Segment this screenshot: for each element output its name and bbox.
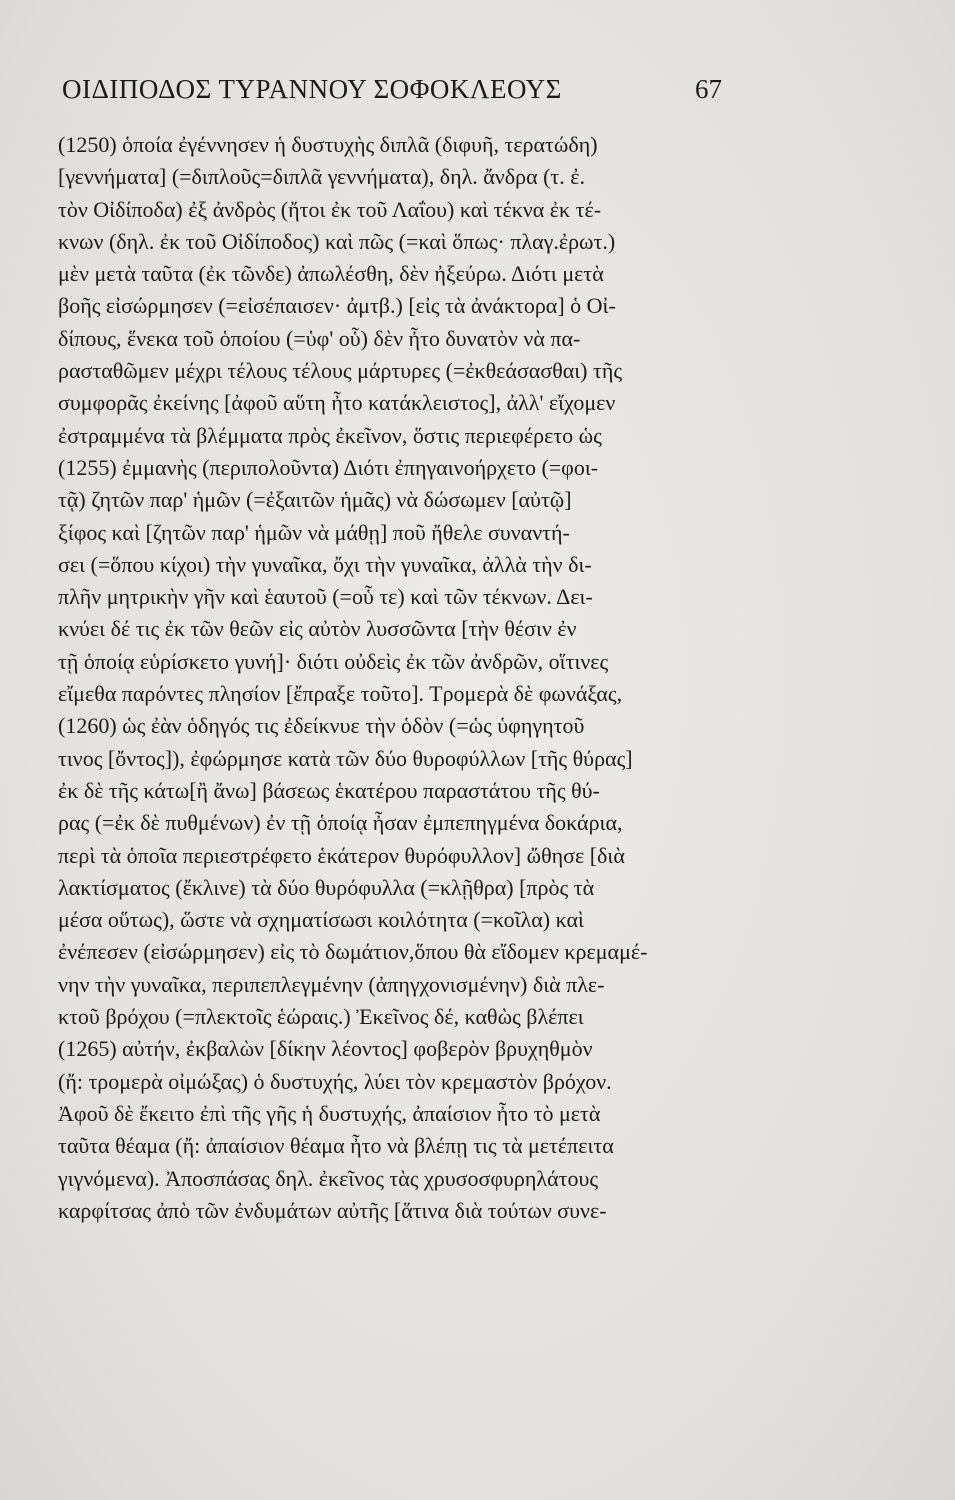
text-line: κνύει δέ τις ἐκ τῶν θεῶν εἰς αὐτὸν λυσσῶντα [τὴν θέσιν ἐν [58,616,577,642]
text-line: μέσα οὕτως), ὥστε νὰ σχηματίσωσι κοιλότητα (=κοῖλα) καὶ [58,907,584,933]
text-line: τῇ ὁποίᾳ εὑρίσκετο γυνή]· διότι οὐδεὶς ἐκ τῶν ἀνδρῶν, οἵτινες [58,648,609,674]
text-line: πλῆν μητρικὴν γῆν καὶ ἑαυτοῦ (=οὗ τε) καὶ τῶν τέκνων. Δει- [58,584,593,610]
text-line: [γεννήματα] (=διπλοῦς=διπλᾶ γεννήματα), δηλ. ἄνδρα (τ. ἐ. [58,164,586,190]
text-line: τινος [ὄντος]), ἐφώρμησε κατὰ τῶν δύο θυροφύλλων [τῆς θύρας] [58,745,633,771]
text-line: συμφορᾶς ἐκείνης [ἀφοῦ αὕτη ἦτο κατάκλειστος], ἀλλ' εἴχομεν [58,390,616,416]
text-line: καρφίτσας ἀπὸ τῶν ἐνδυμάτων αὐτῆς [ἅτινα διὰ τούτων συνε- [58,1197,607,1223]
text-line: σει (=ὅπου κίχοι) τὴν γυναῖκα, ὄχι τὴν γυναῖκα, ἀλλὰ τὴν δι- [58,551,592,577]
text-line: εἴμεθα παρόντες πλησίον [ἔπραξε τοῦτο]. Τρομερὰ δὲ φωνάξας, [58,681,623,707]
text-line: ρασταθῶμεν μέχρι τέλους τέλους μάρτυρες (=ἐκθεάσασθαι) τῆς [58,358,623,384]
body-text [58,129,778,1227]
text-line: βοῆς εἰσώρμησεν (=εἰσέπαισεν· ἀμτβ.) [εἰς τὰ ἀνάκτορα] ὁ Οἰ- [58,293,616,319]
running-title: ΟΙΔΙΠΟΔΟΣ ΤΥΡΑΝΝΟΥ ΣΟΦΟΚΛΕΟΥΣ [62,74,562,104]
text-line: ἐστραμμένα τὰ βλέμματα πρὸς ἐκεῖνον, ὅστις περιεφέρετο ὡς [58,422,602,448]
text-line: ταῦτα θέαμα (ἤ: ἀπαίσιον θέαμα ἦτο νὰ βλέπῃ τις τὰ μετέπειτα [58,1133,614,1159]
text-line: περὶ τὰ ὁποῖα περιεστρέφετο ἑκάτερον θυρόφυλλον] ὤθησε [διὰ [58,842,625,868]
page-number: 67 [695,74,722,104]
text-line: τὸν Οἰδίποδα) ἐξ ἀνδρὸς (ἤτοι ἐκ τοῦ Λαΐου) καὶ τέκνα ἐκ τέ- [58,196,602,222]
text-line: ξίφος καὶ [ζητῶν παρ' ἡμῶν νὰ μάθῃ] ποῦ ἤθελε συναντή- [58,519,570,545]
text-line: μὲν μετὰ ταῦτα (ἐκ τῶνδε) ἀπωλέσθη, δὲν ἠξεύρω. Διότι μετὰ [58,261,604,287]
text-line: νην τὴν γυναῖκα, περιπεπλεγμένην (ἀπηγχονισμένην) διὰ πλε- [58,971,605,997]
text-line: (1250) ὁποία ἐγέννησεν ἡ δυστυχὴς διπλᾶ (διφυῆ, τερατώδη) [58,132,598,157]
text-line: ρας (=ἐκ δὲ πυθμένων) ἐν τῇ ὁποίᾳ ἦσαν ἐμπεπηγμένα δοκάρια, [58,810,623,836]
text-line: γιγνόμενα). Ἀποσπάσας δηλ. ἐκεῖνος τὰς χρυσοσφυρηλάτους [58,1165,599,1191]
text-line: ἐνέπεσεν (εἰσώρμησεν) εἰς τὸ δωμάτιον,ὅπου θὰ εἴδομεν κρεμαμέ- [58,939,648,965]
text-line: (1260) ὡς ἐὰν ὁδηγός τις ἐδείκνυε τὴν ὁδὸν (=ὡς ὑφηγητοῦ [58,713,585,739]
text-line: (1255) ἐμμανὴς (περιπολοῦντα) Διότι ἐπηγαινοήρχετο (=φοι- [58,454,599,480]
text-line: (ἤ: τρομερὰ οἰμώξας) ὁ δυστυχής, λύει τὸν κρεμαστὸν βρόχον. [58,1068,612,1094]
text-line: λακτίσματος (ἔκλινε) τὰ δύο θυρόφυλλα (=κλῇθρα) [πρὸς τὰ [58,874,595,900]
text-line: Ἀφοῦ δὲ ἔκειτο ἐπὶ τῆς γῆς ἡ δυστυχής, ἀπαίσιον ἦτο τὸ μετὰ [58,1100,601,1126]
text-line: (1265) αὐτήν, ἐκβαλὼν [δίκην λέοντος] φοβερὸν βρυχηθμὸν [58,1036,593,1062]
text-line: κνων (δηλ. ἐκ τοῦ Οἰδίποδος) καὶ πῶς (=καὶ ὅπως· πλαγ.ἐρωτ.) [58,228,616,254]
text-line: τᾷ) ζητῶν παρ' ἡμῶν (=ἐξαιτῶν ἡμᾶς) νὰ δώσωμεν [αὐτῷ] [58,487,572,513]
text-line: ἐκ δὲ τῆς κάτω[ἢ ἄνω] βάσεως ἑκατέρου παραστάτου τῆς θύ- [58,777,600,803]
text-line: κτοῦ βρόχου (=πλεκτοῖς ἑώραις.) Ἐκεῖνος δέ, καθὼς βλέπει [58,1004,584,1030]
text-line: δίπους, ἕνεκα τοῦ ὁποίου (=ὑφ' οὗ) δὲν ἦτο δυνατὸν νὰ πα- [58,325,581,351]
page-header [62,74,722,114]
